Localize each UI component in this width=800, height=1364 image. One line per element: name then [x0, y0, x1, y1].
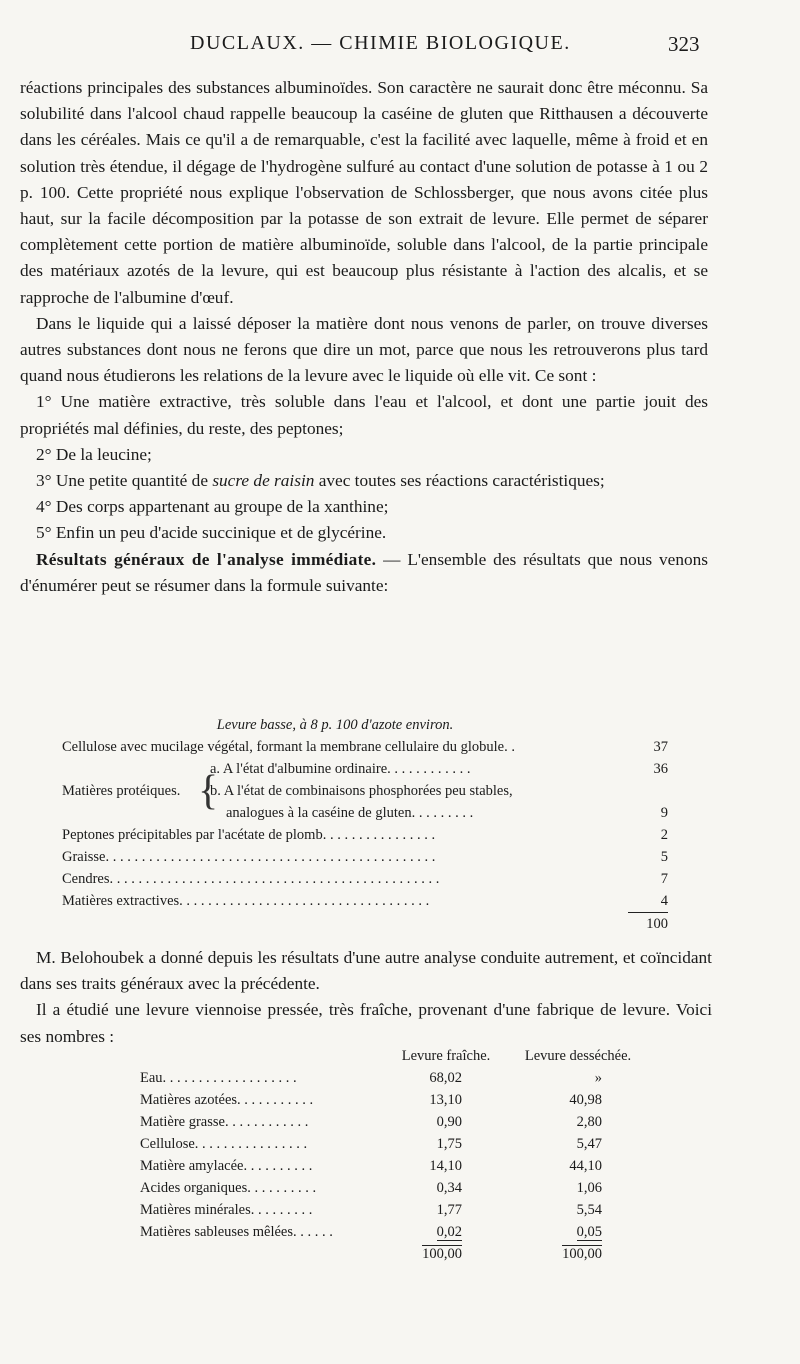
total-fresh: 100,00: [422, 1246, 462, 1262]
cell-dry: 5,54: [576, 1202, 602, 1218]
table-total-row: [140, 1243, 650, 1265]
formula-row: [62, 868, 668, 890]
row-label: Acides organiques. . . . . . . . . .: [140, 1180, 317, 1196]
table-row: [140, 1199, 650, 1221]
table-row: [140, 1155, 650, 1177]
proteic-label: Matières protéiques.: [62, 783, 181, 799]
row-label: Matières sableuses mêlées. . . . . .: [140, 1224, 333, 1240]
running-header: [0, 32, 800, 62]
formula-row-proteic-a: [210, 758, 668, 780]
page-number: 323: [668, 32, 700, 56]
formula-caption: Levure basse, à 8 p. 100 d'azote environ.: [216, 717, 454, 733]
brace-icon: {: [198, 768, 219, 814]
formula-row-cellulose: [62, 736, 668, 758]
formula-row-label: a. A l'état d'albumine ordinaire. . . . . . . . . . . .: [210, 761, 471, 777]
list-item-3: [20, 468, 708, 494]
cell-fresh: 0,02: [436, 1224, 462, 1240]
cell-fresh: 1,75: [436, 1136, 462, 1152]
row-label: Matières azotées. . . . . . . . . . .: [140, 1092, 314, 1108]
table-row: [140, 1221, 650, 1243]
list-item-4: 4° Des corps appartenant au groupe de la xanthine;: [36, 497, 389, 517]
table-row: [140, 1177, 650, 1199]
results-heading: Résultats généraux de l'analyse immédiate.: [36, 549, 377, 569]
results-text: — L'ensemble des résultats que nous venons d'énumérer peut se résumer dans la formule suivante:: [20, 549, 708, 595]
table-row: [140, 1133, 650, 1155]
cell-dry: 5,47: [576, 1136, 602, 1152]
row-label: Matière grasse. . . . . . . . . . . .: [140, 1114, 309, 1130]
formula-row-value: 36: [653, 761, 668, 777]
cell-fresh: 1,77: [436, 1202, 462, 1218]
formula-row-label: Graisse. . . . . . . . . . . . . . . . . . . . . . . . . . . . . . . . . . . . . . . . . . . . . .: [62, 849, 436, 865]
table-row: [140, 1089, 650, 1111]
list-item-5: 5° Enfin un peu d'acide succinique et de glycérine.: [36, 523, 387, 543]
row-label: Cellulose. . . . . . . . . . . . . . . .: [140, 1136, 308, 1152]
paragraph-3: M. Belohoubek a donné depuis les résultats d'une autre analyse conduite autrement, et coïncidant dans ses traits généraux avec la précédente.: [20, 948, 712, 994]
formula-row-label: Matières extractives. . . . . . . . . . . . . . . . . . . . . . . . . . . . . . . . . . .: [62, 893, 430, 909]
list-item-3-pre: 3° Une petite quantité de: [36, 471, 213, 491]
cell-fresh: 13,10: [429, 1092, 462, 1108]
formula-row-label: b. A l'état de combinaisons phosphorées peu stables,: [210, 783, 513, 799]
results-paragraph: [20, 547, 708, 599]
yeast-composition-table: [140, 1045, 650, 1265]
table-header: [140, 1045, 650, 1067]
composition-formula: [62, 714, 668, 935]
cell-dry: 0,05: [576, 1224, 602, 1240]
table-row: [140, 1067, 650, 1089]
paragraph-4: Il a étudié une levure viennoise pressée, très fraîche, provenant d'une fabrique de levure. Voici ses nombres :: [20, 1000, 712, 1046]
cell-dry: 40,98: [569, 1092, 602, 1108]
formula-row-label: analogues à la caséine de gluten. . . . . . . . .: [226, 805, 474, 821]
cell-fresh: 0,90: [436, 1114, 462, 1130]
body-text: [20, 75, 708, 599]
formula-total-value: 100: [628, 912, 668, 935]
list-item-3-emphasis: sucre de raisin: [212, 471, 315, 491]
formula-total: [62, 912, 668, 935]
list-item-2: 2° De la leucine;: [36, 444, 152, 464]
cell-dry: »: [594, 1070, 602, 1086]
list-item-1: 1° Une matière extractive, très soluble dans l'eau et l'alcool, et dont une partie jouit des propriétés mal définies, du reste, des peptones;: [20, 392, 708, 438]
cell-fresh: 0,34: [436, 1180, 462, 1196]
formula-row-value: 4: [660, 893, 668, 909]
formula-row-label: Cellulose avec mucilage végétal, formant la membrane cellulaire du globule. .: [62, 739, 515, 755]
cell-dry: 1,06: [576, 1180, 602, 1196]
formula-row: [62, 846, 668, 868]
formula-row-value: 2: [660, 827, 668, 843]
row-label: Matières minérales. . . . . . . . .: [140, 1202, 313, 1218]
column-header-fresh: Levure fraîche.: [401, 1048, 491, 1064]
column-header-dry: Levure desséchée.: [524, 1048, 632, 1064]
formula-row-value: 5: [660, 849, 668, 865]
cell-fresh: 14,10: [429, 1158, 462, 1174]
body-text-2: [20, 945, 712, 1050]
formula-row-label: Peptones précipitables par l'acétate de plomb. . . . . . . . . . . . . . . .: [62, 827, 436, 843]
formula-row: [62, 824, 668, 846]
cell-fresh: 68,02: [429, 1070, 462, 1086]
paragraph-2: Dans le liquide qui a laissé déposer la matière dont nous venons de parler, on trouve diverses autres substances dont nous ne ferons que dire un mot, parce que nous les retrouverons plus tard quand nous étudierons les relations de la levure avec le liquide où elle vit. Ce sont :: [20, 313, 708, 386]
formula-row-proteic-b: [210, 780, 668, 802]
formula-proteic-group: [62, 758, 668, 824]
formula-row-label: Cendres. . . . . . . . . . . . . . . . . . . . . . . . . . . . . . . . . . . . . . . . . . . . . .: [62, 871, 440, 887]
cell-dry: 2,80: [576, 1114, 602, 1130]
table-row: [140, 1111, 650, 1133]
list-item-3-post: avec toutes ses réactions caractéristiques;: [314, 471, 605, 491]
row-label: Eau. . . . . . . . . . . . . . . . . . .: [140, 1070, 297, 1086]
formula-row-value: 7: [660, 871, 668, 887]
formula-row-value: 9: [660, 805, 668, 821]
formula-row: [62, 890, 668, 912]
total-dry: 100,00: [562, 1246, 602, 1262]
cell-dry: 44,10: [569, 1158, 602, 1174]
formula-row-value: 37: [653, 739, 668, 755]
formula-row-proteic-b-cont: [210, 802, 668, 824]
paragraph-1: réactions principales des substances albuminoïdes. Son caractère ne saurait donc être méconnu. Sa solubilité dans l'alcool chaud rappelle beaucoup la caséine de gluten que Ritthausen a découverte dans les céréales. Mais ce qu'il a de remarquable, c'est la facilité avec laquelle, même à froid et en solution très étendue, il dégage de l'hydrogène sulfuré au contact d'une solution de potasse à 1 ou 2 p. 100. Cette propriété nous explique l'observation de Schlossberger, que nous avons citée plus haut, sur la facile décomposition par la potasse de son extrait de levure. Elle permet de séparer complètement cette portion de matière albuminoïde, soluble dans l'alcool, de la partie principale des matériaux azotés de la levure, qui est beaucoup plus résistante à l'action des alcalis, et se rapproche de l'albumine d'œuf.: [20, 78, 708, 307]
proteic-lines: [210, 758, 668, 824]
row-label: Matière amylacée. . . . . . . . . .: [140, 1158, 313, 1174]
running-title: DUCLAUX. — CHIMIE BIOLOGIQUE.: [190, 32, 571, 54]
